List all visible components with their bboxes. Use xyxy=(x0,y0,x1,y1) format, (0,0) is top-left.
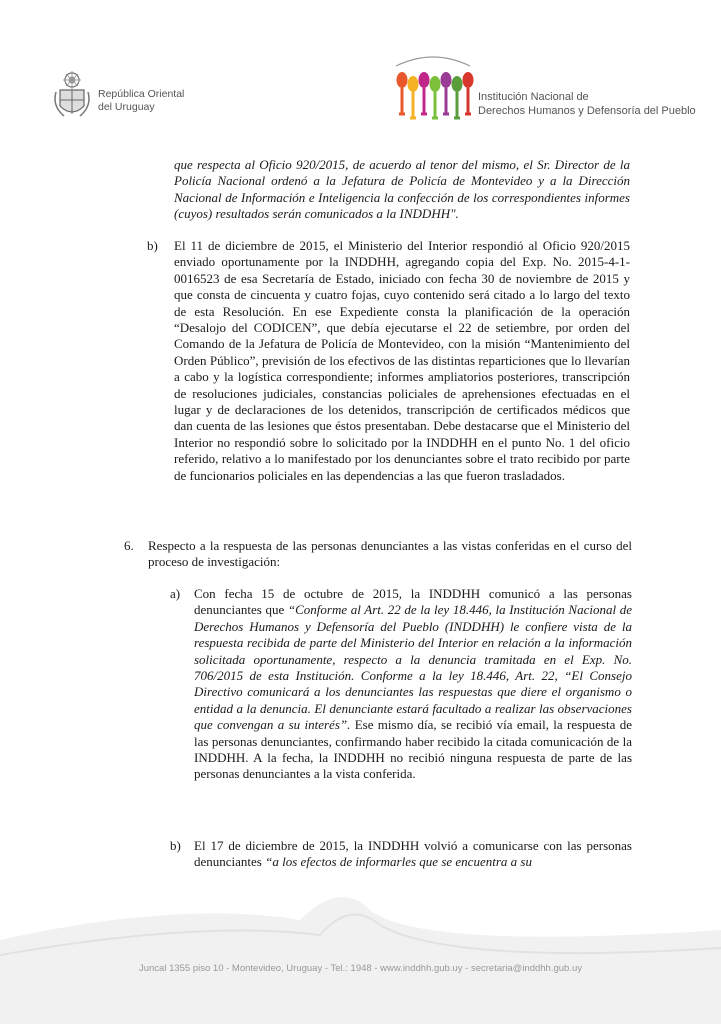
logo-figure-head xyxy=(408,76,419,92)
logo-figure-head xyxy=(430,76,441,92)
logo-figure-head xyxy=(397,72,408,88)
item-a-text-2: Ese mismo día, se recibió vía email, la respuesta de las personas denunciantes, confirmando haber recibido la citada comunicación de la INDDHH. A la fecha, la INDDHH no recibió ninguna respuesta de parte de las personas denunciantes a la vista conferida. xyxy=(194,717,632,782)
logo-figure-head xyxy=(419,72,430,88)
item-b2-label: b) xyxy=(170,838,181,853)
logo-figure-body xyxy=(399,88,405,114)
item-b1-label: b) xyxy=(147,238,158,253)
logo-figure-body xyxy=(410,92,416,118)
item-6-paragraph: Respecto a la respuesta de las personas denunciantes a las vistas conferidas en el curso del proceso de investigación: xyxy=(148,538,632,570)
item-b1-paragraph: El 11 de diciembre de 2015, el Ministerio del Interior respondió al Oficio 920/2015 enviado oportunamente por la INDDHH, agregando copia del Exp. No. 2015-4-1-0016523 de esa Secretaría de Estado, iniciado con fecha 30 de noviembre de 2015 y que consta de cincuenta y cuatro fojas, cuyo contenido será citado a lo largo del texto de esta Resolución. En ese Expediente consta la planificación de la operación “Desalojo del CODICEN”, que debía ejecutarse el 22 de setiembre, por orden del Comando de la Jefatura de Policía de Montevideo, con la misión “Mantenimiento del Orden Público”, previsión de los efectivos de las distintas reparticiones que lo llevarían a cabo y la logística correspondiente; informes ampliatorios posteriores, transcripción de resoluciones judiciales, constancias policiales de aprehensiones efectuadas en el lugar y de declaraciones de los detenidos, transcripción de certificados médicos que dan cuenta de las lesiones que éstos presentaban. Debe destacarse que el Ministerio del Interior no respondió sobre lo solicitado por la INDDHH en el punto No. 1 del oficio referido, relativo a lo manifestado por los denunciantes sobre el trato recibido por parte de funcionarios policiales en las dependencias a las que fueron trasladados. xyxy=(174,238,630,483)
item-a-text-1: Con fecha 15 de octubre de 2015, la INDDHH comunicó a las personas denunciantes que xyxy=(194,586,632,618)
institution-name xyxy=(478,90,696,118)
logo-figure-head xyxy=(452,76,463,92)
logo-figure-body xyxy=(432,92,438,118)
logo-figure-body xyxy=(443,88,449,114)
logo-figure-body xyxy=(465,88,471,114)
item-b2-quote: “a los efectos de informarles que se encuentra a su xyxy=(265,854,532,870)
item-a-label: a) xyxy=(170,586,181,601)
country-name xyxy=(98,88,184,114)
footer-contact: Juncal 1355 piso 10 - Montevideo, Uruguay - Tel.: 1948 - www.inddhh.gub.uy - secretaria@inddhh.gub.uy xyxy=(138,963,583,974)
country-name-line-2: del Uruguay xyxy=(98,101,155,113)
inddhh-logo-icon xyxy=(392,52,474,130)
footer-wave-decoration xyxy=(0,880,721,1024)
logo-figure-head xyxy=(441,72,452,88)
institution-name-line-2: Derechos Humanos y Defensoría del Pueblo xyxy=(478,105,696,117)
continued-quote-text: que respecta al Oficio 920/2015, de acuerdo al tenor del mismo, el Sr. Director de la Policía Nacional ordenó a la Jefatura de Policía de Montevideo y a la Dirección Nacional de Información e Inteligencia la confección de los correspondientes informes (cuyos) resultados serán comunicados a la INDDHH". xyxy=(174,157,630,222)
logo-figure-body xyxy=(421,88,427,114)
item-a-paragraph xyxy=(194,586,632,783)
logo-figure-body xyxy=(454,92,460,118)
item-b2-paragraph xyxy=(194,838,632,871)
item-b2-text: El 17 de diciembre de 2015, la INDDHH volvió a comunicarse con las personas denunciantes xyxy=(194,838,632,870)
item-a-quote: “Conforme al Art. 22 de la ley 18.446, la Institución Nacional de Derechos Humanos y Defensoría del Pueblo (INDDHH) le confiere vista de la respuesta recibida de parte del Ministerio del Interior en relación a la información solicitada oportunamente, respecto a la denuncia tramitada en el Exp. No. 706/2015 de esta Institución. Conforme a la ley 18.446, Art. 22, “El Consejo Directivo comunicará a los denunciantes las respuestas que diere el organismo o entidad a la denuncia. El denunciante estará facultado a realizar las observaciones que convengan a su interés”. xyxy=(194,602,633,733)
logo-figure-head xyxy=(463,72,474,88)
institution-name-line-1: Institución Nacional de xyxy=(478,91,589,103)
header-left xyxy=(52,68,202,124)
national-coat-of-arms-icon xyxy=(52,70,92,122)
continued-quote xyxy=(174,157,630,223)
item-6-label: 6. xyxy=(124,538,134,553)
country-name-line-1: República Oriental xyxy=(98,88,185,100)
